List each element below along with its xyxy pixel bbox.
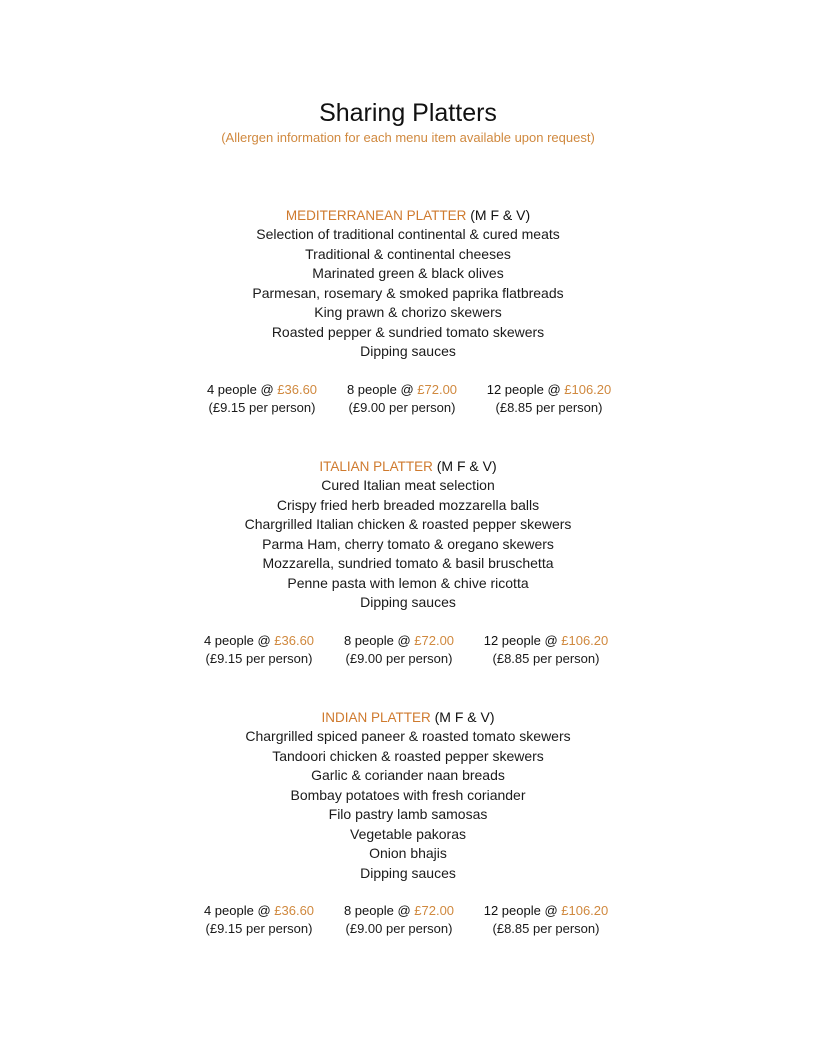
list-item: Cured Italian meat selection xyxy=(321,477,495,493)
price-amount: £72.00 xyxy=(414,633,455,648)
list-item: Marinated green & black olives xyxy=(312,265,504,281)
price-per-person: (£9.15 per person) xyxy=(205,921,313,936)
list-item: Crispy fried herb breaded mozzarella balls xyxy=(276,496,540,513)
price-per-person: (£9.15 per person) xyxy=(205,651,313,666)
price-amount: £36.60 xyxy=(274,633,315,648)
platter-dietary-code: (M F & V) xyxy=(436,458,497,474)
price-label: 12 people @ xyxy=(483,633,562,648)
list-item: Garlic & coriander naan breads xyxy=(311,767,505,783)
list-item: Vegetable pakoras xyxy=(350,825,466,842)
page-title: Sharing Platters xyxy=(319,99,497,127)
price-label: 8 people @ xyxy=(343,903,415,918)
list-item: Bombay potatoes with fresh coriander xyxy=(290,786,526,803)
price-label: 8 people @ xyxy=(343,633,415,648)
platter-section-italian xyxy=(0,456,816,613)
price-per-person: (£9.00 per person) xyxy=(345,921,453,936)
price-option-4-people xyxy=(196,381,328,417)
list-item: Parmesan, rosemary & smoked paprika flatbreads xyxy=(252,284,564,301)
price-label: 8 people @ xyxy=(346,382,418,397)
platter-name: INDIAN PLATTER xyxy=(321,710,431,725)
list-item: Roasted pepper & sundried tomato skewers xyxy=(271,323,545,340)
price-per-person: (£8.85 per person) xyxy=(495,400,603,415)
price-amount: £72.00 xyxy=(414,903,455,918)
platter-dietary-code: (M F & V) xyxy=(434,709,495,725)
price-per-person: (£9.15 per person) xyxy=(208,400,316,415)
price-label: 12 people @ xyxy=(486,382,565,397)
list-item: Traditional & continental cheeses xyxy=(305,245,511,262)
list-item: Selection of traditional continental & cured meats xyxy=(256,226,560,242)
platter-dietary-code: (M F & V) xyxy=(470,207,531,223)
price-amount: £36.60 xyxy=(274,903,315,918)
price-option-4-people xyxy=(193,902,325,938)
platter-name: ITALIAN PLATTER xyxy=(319,459,433,474)
price-amount: £36.60 xyxy=(277,382,318,397)
platter-heading xyxy=(0,456,816,476)
platter-heading xyxy=(0,707,816,727)
list-item: King prawn & chorizo skewers xyxy=(314,304,502,320)
price-option-12-people xyxy=(475,632,617,668)
price-label: 4 people @ xyxy=(206,382,278,397)
list-item: Filo pastry lamb samosas xyxy=(328,806,488,822)
price-label: 4 people @ xyxy=(203,633,275,648)
list-item: Mozzarella, sundried tomato & basil bruschetta xyxy=(262,555,554,571)
list-item: Tandoori chicken & roasted pepper skewers xyxy=(272,747,544,764)
price-per-person: (£8.85 per person) xyxy=(492,921,600,936)
platter-items-list xyxy=(0,727,816,883)
price-label: 4 people @ xyxy=(203,903,275,918)
list-item: Onion bhajis xyxy=(369,845,447,861)
platter-heading xyxy=(0,205,816,225)
list-item: Chargrilled spiced paneer & roasted tomato skewers xyxy=(245,728,571,744)
price-amount: £106.20 xyxy=(561,903,609,918)
allergen-note: (Allergen information for each menu item available upon request) xyxy=(221,130,595,145)
price-option-4-people xyxy=(193,632,325,668)
price-per-person: (£9.00 per person) xyxy=(345,651,453,666)
price-per-person: (£8.85 per person) xyxy=(492,651,600,666)
platter-section-indian xyxy=(0,707,816,883)
price-option-8-people xyxy=(336,381,468,417)
platter-items-list xyxy=(0,476,816,613)
platter-section-mediterranean xyxy=(0,205,816,362)
price-option-12-people xyxy=(478,381,620,417)
list-item: Dipping sauces xyxy=(360,343,456,359)
list-item: Dipping sauces xyxy=(360,594,456,610)
price-option-8-people xyxy=(333,902,465,938)
price-per-person: (£9.00 per person) xyxy=(348,400,456,415)
price-amount: £72.00 xyxy=(417,382,458,397)
list-item: Dipping sauces xyxy=(360,864,456,881)
list-item: Penne pasta with lemon & chive ricotta xyxy=(287,574,529,591)
platter-name: MEDITERRANEAN PLATTER xyxy=(285,208,467,223)
list-item: Chargrilled Italian chicken & roasted pepper skewers xyxy=(244,516,572,532)
platter-items-list xyxy=(0,225,816,362)
price-label: 12 people @ xyxy=(483,903,562,918)
price-amount: £106.20 xyxy=(564,382,612,397)
price-option-12-people xyxy=(475,902,617,938)
price-amount: £106.20 xyxy=(561,633,609,648)
list-item: Parma Ham, cherry tomato & oregano skewers xyxy=(262,535,554,552)
price-option-8-people xyxy=(333,632,465,668)
